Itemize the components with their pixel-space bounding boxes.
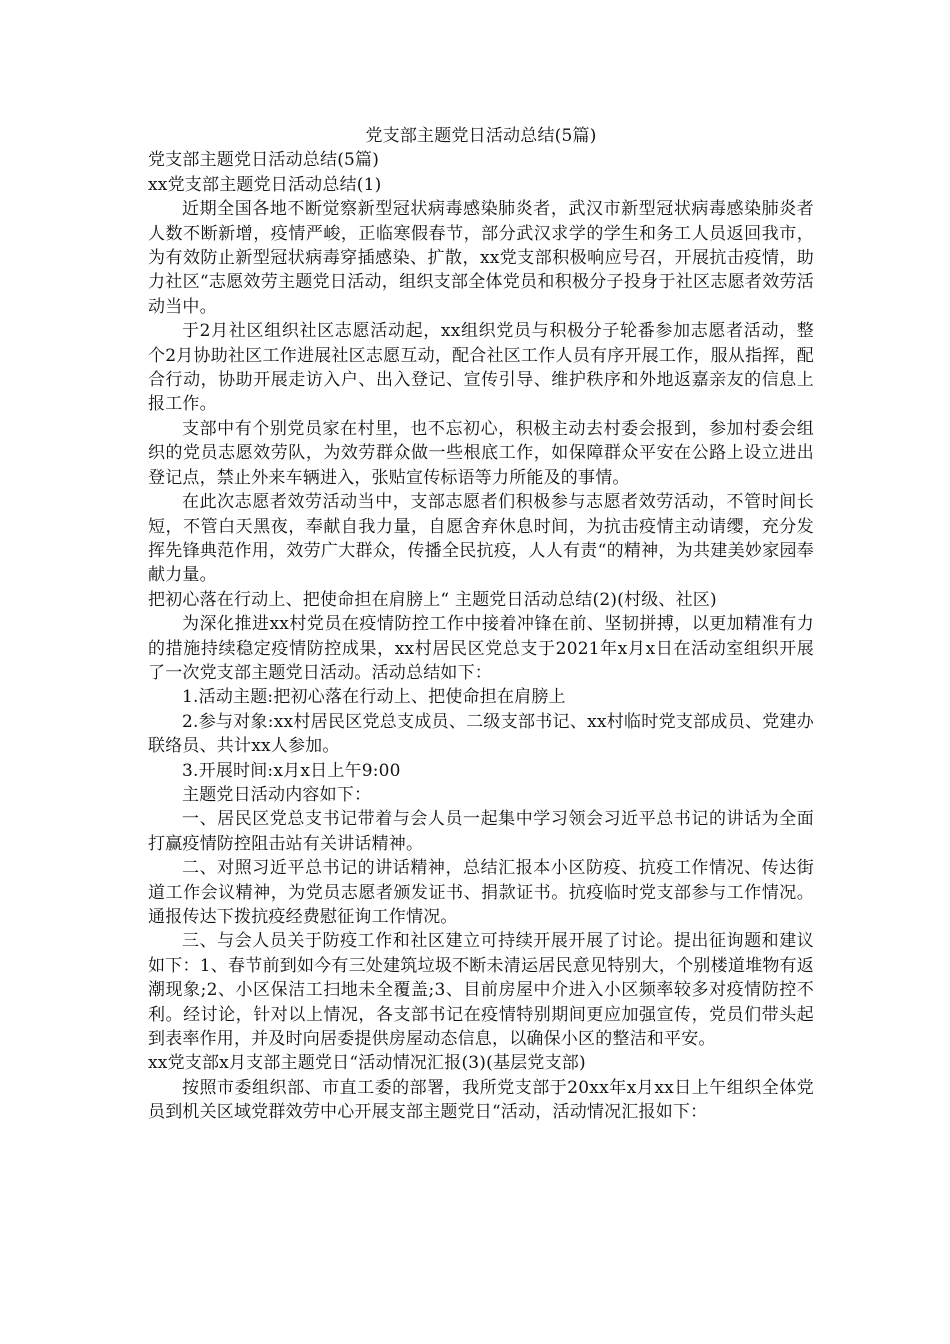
section-3-heading: xx党支部x月支部主题党日“活动情况汇报(3)(基层党支部): [148, 1053, 586, 1074]
section-2-paragraph: 1.活动主题:把初心落在行动上、把使命担在肩膀上: [182, 687, 566, 708]
document-subtitle: 党支部主题党日活动总结(5篇): [148, 150, 380, 171]
document-title: 党支部主题党日活动总结(5篇): [365, 126, 597, 146]
section-2-paragraph: 二、对照习近平总书记的讲话精神，总结汇报本小区防疫、抗疫工作情况、传达街道工作会议精神，为党员志愿者颁发证书、捐款证书。抗疫临时党支部参与工作情况。通报传达下拨抗疫经费慰征询工作情况。: [148, 858, 814, 927]
section-2-paragraph: 一、居民区党总支书记带着与会人员一起集中学习领会习近平总书记的讲话为全面打赢疫情防控阻击站有关讲话精神。: [148, 809, 814, 854]
section-3-paragraph: 按照市委组织部、市直工委的部署，我所党支部于20xx年x月xx日上午组织全体党员到机关区域党群效劳中心开展支部主题党日“活动，活动情况汇报如下：: [148, 1077, 814, 1123]
section-2-paragraph: 为深化推进xx村党员在疫情防控工作中接着冲锋在前、坚韧拼搏，以更加精准有力的措施持续稳定疫情防控成果，xx村居民区党总支于2021年x月x日在活动室组织开展了一次党支部主题党日活动。活动总结如下：: [148, 614, 814, 683]
section-2-paragraph: 三、与会人员关于防疫工作和社区建立可持续开展开展了讨论。提出征询题和建议如下：1、春节前到如今有三处建筑垃圾不断未清运居民意见特别大，个别楼道堆物有返潮现象;2、小区保洁工扫地未全覆盖;3、目前房屋中介进入小区频率较多对疫情防控不利。经讨论，针对以上情况，各支部书记在疫情特别期间更应加强宣传，党员们带头起到表率作用，并及时向居委提供房屋动态信息，以确保小区的整洁和平安。: [148, 931, 814, 1050]
document-body: [148, 124, 814, 1125]
section-2-paragraph: 3.开展时间:x月x日上午9:00: [182, 760, 401, 781]
section-2-heading: 把初心落在行动上、把使命担在肩膀上“ 主题党日活动总结(2)(村级、社区): [148, 589, 717, 610]
section-1-paragraph: 在此次志愿者效劳活动当中，支部志愿者们积极参与志愿者效劳活动，不管时间长短，不管白天黑夜，奉献自我力量，自愿舍弃休息时间，为抗击疫情主动请缨，充分发挥先锋典范作用，效劳广大群众，传播全民抗疫，人人有责“的精神，为共建美妙家园奉献力量。: [148, 492, 814, 586]
section-2-paragraph: 2.参与对象:xx村居民区党总支成员、二级支部书记、xx村临时党支部成员、党建办联络员、共计xx人参加。: [148, 711, 814, 757]
section-1-paragraph: 支部中有个别党员家在村里，也不忘初心，积极主动去村委会报到，参加村委会组织的党员志愿效劳队，为效劳群众做一些根底工作，如保障群众平安在公路上设立进出登记点，禁止外来车辆进入，张贴宣传标语等力所能及的事情。: [148, 418, 814, 488]
section-1-paragraph: 于2月社区组织社区志愿活动起，xx组织党员与积极分子轮番参加志愿者活动，整个2月协助社区工作进展社区志愿互动，配合社区工作人员有序开展工作，服从指挥，配合行动，协助开展走访入户、出入登记、宣传引导、维护秩序和外地返嘉亲友的信息上报工作。: [148, 321, 814, 415]
section-1-heading: xx党支部主题党日活动总结(1): [148, 174, 382, 195]
section-2-paragraph: 主题党日活动内容如下：: [182, 784, 372, 805]
section-1-paragraph: 近期全国各地不断觉察新型冠状病毒感染肺炎者，武汉市新型冠状病毒感染肺炎者人数不断新增，疫情严峻，正临寒假春节，部分武汉求学的学生和务工人员返回我市，为有效防止新型冠状病毒穿插感染、扩散，xx党支部积极响应号召，开展抗击疫情，助力社区“志愿效劳主题党日活动，组织支部全体党员和积极分子投身于社区志愿者效劳活动当中。: [148, 199, 814, 317]
